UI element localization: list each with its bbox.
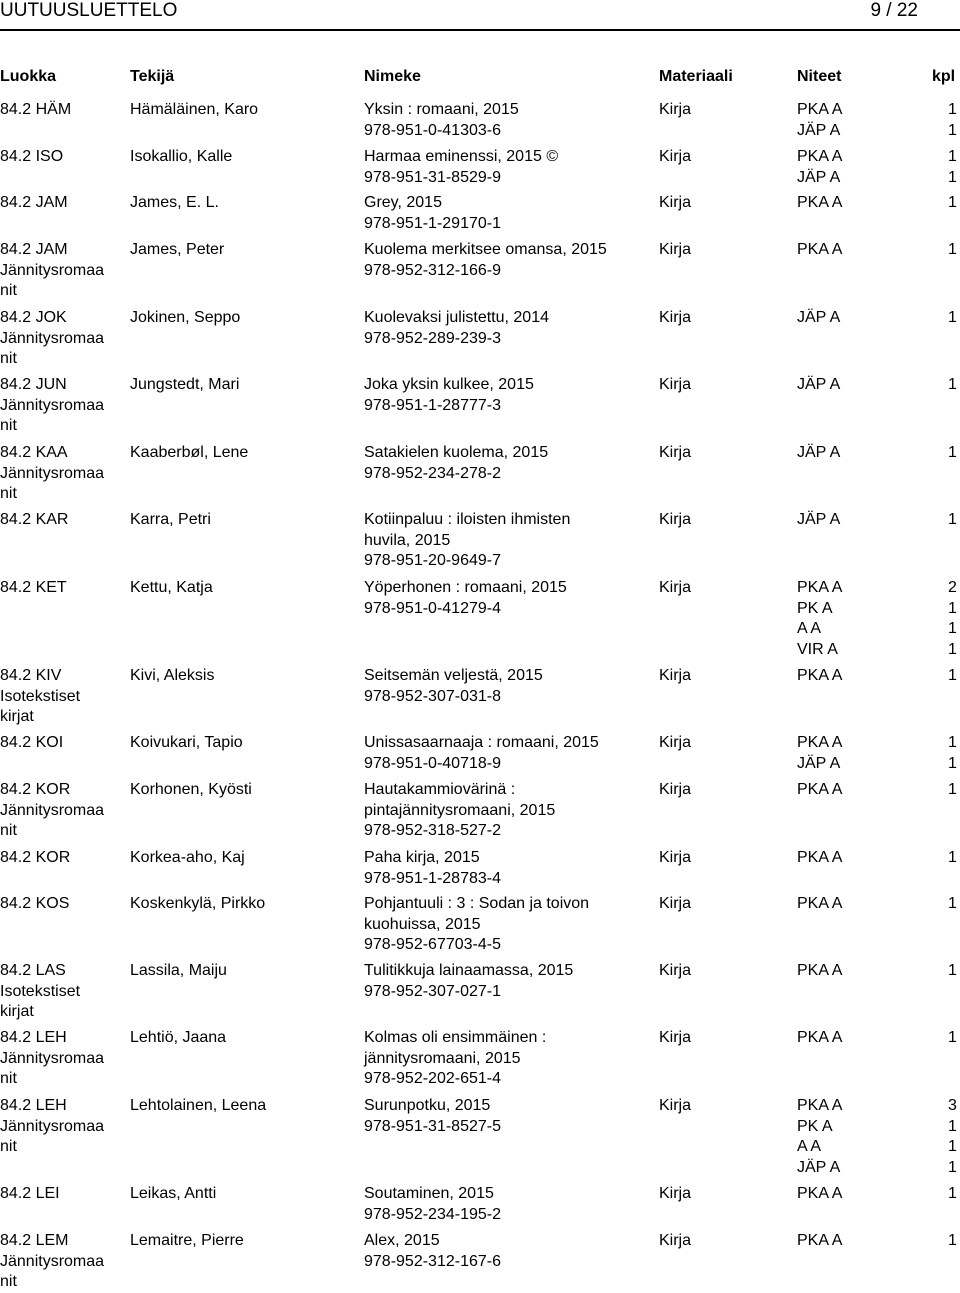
luokka-cell-line: kirjat [0,1003,34,1021]
kpl-cell [948,780,957,801]
nimeke-cell [364,1028,546,1090]
nimeke-cell-line: 978-951-20-9649-7 [364,552,501,570]
tekija-cell-line: Jokinen, Seppo [130,309,241,326]
header-divider [0,29,960,31]
materiaali-cell: Kirja [659,781,692,798]
luokka-cell [0,193,68,214]
tekija-cell-line: Koskenkylä, Pirkko [130,895,266,912]
kpl-cell [948,375,957,396]
kpl-cell-line: 1 [948,194,957,211]
nimeke-cell-line: kuohuissa, 2015 [364,915,481,933]
luokka-cell [0,147,63,168]
niteet-cell-line: PKA A [797,849,843,866]
materiaali-cell: Kirja [659,241,692,258]
tekija-cell-line: Isokallio, Kalle [130,148,233,165]
nimeke-cell [364,1184,501,1225]
nimeke-cell [364,961,573,1002]
tekija-cell-line: Kivi, Aleksis [130,667,215,684]
nimeke-cell [364,1096,501,1137]
luokka-cell [0,240,104,302]
luokka-cell-line: Jännitysromaa [0,801,105,819]
tekija-cell [130,193,219,214]
kpl-cell [948,666,957,687]
kpl-cell-line: 1 [948,241,957,258]
nimeke-cell [364,733,599,774]
tekija-cell-line: Karra, Petri [130,511,211,528]
tekija-cell-line: Lemaitre, Pierre [130,1232,244,1249]
luokka-cell-line: nit [0,1138,17,1156]
kpl-cell-line: 1 [948,376,957,393]
niteet-cell [797,961,842,982]
tekija-cell [130,375,239,396]
kpl-cell [948,733,957,774]
kpl-cell [948,894,957,915]
column-header-materiaali: Materiaali [659,68,733,85]
luokka-cell-line: 84.2 LEM [0,1232,69,1249]
materiaali-cell: Kirja [659,194,692,211]
kpl-cell-line: 1 [948,754,957,772]
tekija-cell [130,780,252,801]
luokka-cell-line: kirjat [0,708,34,726]
luokka-cell-line: Jännitysromaa [0,396,105,414]
tekija-cell [130,848,245,869]
tekija-cell [130,308,240,329]
niteet-cell [797,733,842,774]
luokka-cell-line: Jännitysromaa [0,1049,105,1067]
luokka-cell-line: 84.2 LAS [0,962,66,979]
tekija-cell-line: Hämäläinen, Karo [130,101,259,118]
nimeke-cell [364,894,589,956]
tekija-cell-line: Korhonen, Kyösti [130,781,252,798]
niteet-cell-line: JÄP A [797,1158,841,1176]
niteet-cell-line: JÄP A [797,754,841,772]
niteet-cell [797,578,842,660]
tekija-cell [130,100,258,121]
tekija-cell-line: Lehtolainen, Leena [130,1097,267,1114]
nimeke-cell-line: 978-951-0-40718-9 [364,754,501,772]
nimeke-cell-line: 978-951-0-41303-6 [364,121,501,139]
kpl-cell-line: 1 [948,962,957,979]
kpl-cell [948,510,957,531]
nimeke-cell-line: 978-952-307-031-8 [364,687,501,705]
kpl-cell-line: 1 [948,640,957,658]
materiaali-cell: Kirja [659,148,692,165]
nimeke-cell-line: Satakielen kuolema, 2015 [364,444,549,461]
kpl-cell-line: 2 [948,579,957,596]
column-header-nimeke: Nimeke [364,68,421,85]
tekija-cell-line: James, Peter [130,241,225,258]
tekija-cell [130,1184,216,1205]
luokka-cell-line: 84.2 KAR [0,511,69,528]
nimeke-cell [364,578,567,619]
materiaali-cell: Kirja [659,376,692,393]
nimeke-cell-line: Harmaa eminenssi, 2015 © [364,148,559,165]
nimeke-cell-line: Yksin : romaani, 2015 [364,101,519,118]
kpl-cell [948,100,957,141]
kpl-cell-line: 1 [948,148,957,165]
kpl-cell [948,308,957,329]
column-header-niteet: Niteet [797,68,842,85]
nimeke-cell-line: jännitysromaani, 2015 [364,1049,521,1067]
materiaali-cell: Kirja [659,895,692,912]
nimeke-cell [364,193,501,234]
materiaali-cell: Kirja [659,444,692,461]
nimeke-cell-line: Grey, 2015 [364,194,442,211]
kpl-cell-line: 1 [948,620,957,638]
tekija-cell [130,1096,266,1117]
luokka-cell-line: 84.2 LEI [0,1185,60,1202]
nimeke-cell-line: 978-952-234-195-2 [364,1205,501,1223]
kpl-cell-line: 1 [948,1138,957,1156]
nimeke-cell-line: Joka yksin kulkee, 2015 [364,376,534,393]
luokka-cell-line: Jännitysromaa [0,1117,105,1135]
luokka-cell-line: nit [0,485,17,503]
kpl-cell-line: 1 [948,1117,957,1135]
niteet-cell-line: VIR A [797,640,838,658]
niteet-cell [797,308,840,329]
kpl-cell [948,1028,957,1049]
niteet-cell [797,666,842,687]
tekija-cell [130,894,265,915]
nimeke-cell-line: Alex, 2015 [364,1232,440,1249]
tekija-cell [130,240,224,261]
nimeke-cell-line: Kuolema merkitsee omansa, 2015 [364,241,607,258]
nimeke-cell-line: 978-951-1-28777-3 [364,396,501,414]
luokka-cell-line: 84.2 KAA [0,444,68,461]
niteet-cell-line: PKA A [797,194,843,211]
tekija-cell [130,443,248,464]
kpl-cell-line: 1 [948,849,957,866]
nimeke-cell-line: pintajännitysromaani, 2015 [364,801,556,819]
kpl-cell-line: 3 [948,1097,957,1114]
kpl-cell-line: 1 [948,309,957,326]
luokka-cell-line: nit [0,1070,17,1088]
niteet-cell [797,193,842,214]
nimeke-cell-line: Unissasaarnaaja : romaani, 2015 [364,734,599,751]
tekija-cell-line: Koivukari, Tapio [130,734,243,751]
tekija-cell-line: Kaaberbøl, Lene [130,444,249,461]
luokka-cell [0,308,104,370]
luokka-cell-line: 84.2 KOR [0,781,71,798]
kpl-cell-line: 1 [948,511,957,528]
nimeke-cell-line: Seitsemän veljestä, 2015 [364,667,543,684]
niteet-cell-line: PKA A [797,1232,843,1249]
tekija-cell [130,666,214,687]
tekija-cell-line: Kettu, Katja [130,579,213,596]
page-number: 9 / 22 [870,0,918,21]
luokka-cell [0,894,69,915]
kpl-cell-line: 1 [948,1158,957,1176]
luokka-cell-line: 84.2 LEH [0,1097,67,1114]
kpl-cell [948,1096,957,1178]
luokka-cell-line: 84.2 ISO [0,148,64,165]
tekija-cell [130,733,243,754]
kpl-cell [948,443,957,464]
kpl-cell-line: 1 [948,895,957,912]
nimeke-cell [364,510,570,572]
niteet-cell-line: JÄP A [797,121,841,139]
niteet-cell [797,147,842,188]
materiaali-cell: Kirja [659,849,692,866]
nimeke-cell-line: Hautakammiovärinä : [364,781,516,798]
niteet-cell-line: PKA A [797,781,843,798]
luokka-cell-line: Isotekstiset [0,982,81,1000]
luokka-cell-line: 84.2 JAM [0,241,68,258]
nimeke-cell-line: 978-952-312-166-9 [364,261,501,279]
luokka-cell-line: 84.2 HÄM [0,101,72,118]
nimeke-cell-line: 978-952-307-027-1 [364,982,501,1000]
materiaali-cell: Kirja [659,309,692,326]
tekija-cell-line: Lassila, Maiju [130,962,227,979]
luokka-cell-line: 84.2 KOI [0,734,64,751]
luokka-cell [0,848,70,869]
luokka-cell-line: nit [0,282,17,300]
nimeke-cell-line: 978-951-31-8529-9 [364,168,501,186]
materiaali-cell: Kirja [659,1097,692,1114]
nimeke-cell-line: Kolmas oli ensimmäinen : [364,1029,547,1046]
kpl-cell-line: 1 [948,1029,957,1046]
kpl-cell-line: 1 [948,667,957,684]
niteet-cell-line: PKA A [797,667,843,684]
tekija-cell [130,1231,244,1252]
kpl-cell [948,578,957,660]
nimeke-cell-line: 978-952-202-651-4 [364,1070,501,1088]
tekija-cell-line: Jungstedt, Mari [130,376,240,393]
materiaali-cell: Kirja [659,1185,692,1202]
document-title: UUTUUSLUETTELO [0,0,178,21]
materiaali-cell: Kirja [659,1232,692,1249]
nimeke-cell [364,308,549,349]
luokka-cell [0,733,63,754]
niteet-cell-line: A A [797,620,822,638]
tekija-cell [130,147,232,168]
nimeke-cell-line: 978-952-312-167-6 [364,1252,501,1270]
luokka-cell [0,666,80,728]
tekija-cell-line: Lehtiö, Jaana [130,1029,227,1046]
column-header-kpl: kpl [932,68,956,85]
kpl-cell [948,848,957,869]
nimeke-cell [364,147,558,188]
tekija-cell-line: James, E. L. [130,194,219,211]
luokka-cell-line: 84.2 KIV [0,667,62,684]
luokka-cell-line: Jännitysromaa [0,329,105,347]
nimeke-cell-line: 978-951-31-8527-5 [364,1117,501,1135]
kpl-cell-line: 1 [948,599,957,617]
niteet-cell-line: PKA A [797,1029,843,1046]
nimeke-cell [364,443,548,484]
kpl-cell [948,193,957,214]
nimeke-cell-line: 978-952-318-527-2 [364,822,501,840]
luokka-cell-line: 84.2 KET [0,579,67,596]
niteet-cell [797,1231,842,1252]
luokka-cell [0,1231,104,1293]
niteet-cell [797,1096,842,1178]
niteet-cell-line: PKA A [797,962,843,979]
materiaali-cell: Kirja [659,962,692,979]
niteet-cell-line: PKA A [797,148,843,165]
nimeke-cell [364,780,555,842]
luokka-cell [0,578,67,599]
kpl-cell [948,147,957,188]
nimeke-cell-line: 978-951-0-41279-4 [364,599,501,617]
luokka-cell-line: 84.2 JAM [0,194,68,211]
kpl-cell [948,1184,957,1205]
niteet-cell [797,375,840,396]
nimeke-cell-line: 978-952-234-278-2 [364,464,501,482]
nimeke-cell [364,100,519,141]
nimeke-cell-line: Paha kirja, 2015 [364,849,480,866]
luokka-cell-line: 84.2 JOK [0,309,67,326]
niteet-cell-line: JÄP A [797,444,841,461]
nimeke-cell-line: Soutaminen, 2015 [364,1185,494,1202]
nimeke-cell-line: 978-952-289-239-3 [364,329,501,347]
kpl-cell-line: 1 [948,121,957,139]
niteet-cell-line: PKA A [797,579,843,596]
column-header-tekija: Tekijä [130,68,175,85]
materiaali-cell: Kirja [659,579,692,596]
luokka-cell-line: Isotekstiset [0,687,81,705]
niteet-cell-line: JÄP A [797,511,841,528]
nimeke-cell-line: 978-952-67703-4-5 [364,936,501,954]
niteet-cell [797,848,842,869]
luokka-cell-line: nit [0,417,17,435]
tekija-cell-line: Korkea-aho, Kaj [130,849,245,866]
nimeke-cell [364,848,501,889]
niteet-cell-line: JÄP A [797,168,841,186]
niteet-cell-line: PKA A [797,895,843,912]
niteet-cell-line: PK A [797,599,833,617]
luokka-cell-line: nit [0,350,17,368]
niteet-cell-line: PKA A [797,734,843,751]
luokka-cell [0,510,68,531]
niteet-cell [797,1184,842,1205]
niteet-cell-line: PK A [797,1117,833,1135]
kpl-cell-line: 1 [948,101,957,118]
nimeke-cell-line: huvila, 2015 [364,531,451,549]
niteet-cell [797,100,842,141]
niteet-cell-line: JÄP A [797,309,841,326]
luokka-cell [0,780,104,842]
nimeke-cell-line: Yöperhonen : romaani, 2015 [364,579,567,596]
materiaali-cell: Kirja [659,101,692,118]
tekija-cell [130,510,211,531]
nimeke-cell [364,1231,501,1272]
materiaali-cell: Kirja [659,734,692,751]
nimeke-cell-line: Kuolevaksi julistettu, 2014 [364,309,549,326]
luokka-cell-line: Jännitysromaa [0,1252,105,1270]
tekija-cell [130,961,227,982]
materiaali-cell: Kirja [659,667,692,684]
kpl-cell-line: 1 [948,1185,957,1202]
luokka-cell-line: 84.2 LEH [0,1029,67,1046]
niteet-cell-line: PKA A [797,1097,843,1114]
niteet-cell [797,240,842,261]
materiaali-cell: Kirja [659,1029,692,1046]
nimeke-cell-line: Pohjantuuli : 3 : Sodan ja toivon [364,895,590,912]
nimeke-cell-line: 978-951-1-28783-4 [364,869,501,887]
luokka-cell-line: 84.2 KOR [0,849,71,866]
tekija-cell-line: Leikas, Antti [130,1185,217,1202]
luokka-cell-line: Jännitysromaa [0,464,105,482]
kpl-cell-line: 1 [948,168,957,186]
niteet-cell [797,1028,842,1049]
nimeke-cell-line: Kotiinpaluu : iloisten ihmisten [364,511,571,528]
nimeke-cell-line: 978-951-1-29170-1 [364,214,501,232]
nimeke-cell-line: Surunpotku, 2015 [364,1097,491,1114]
luokka-cell [0,443,104,505]
niteet-cell-line: PKA A [797,101,843,118]
nimeke-cell [364,375,534,416]
tekija-cell [130,578,213,599]
luokka-cell [0,1184,60,1205]
nimeke-cell-line: Tulitikkuja lainaamassa, 2015 [364,962,574,979]
niteet-cell-line: PKA A [797,1185,843,1202]
niteet-cell-line: JÄP A [797,376,841,393]
kpl-cell [948,961,957,982]
luokka-cell-line: 84.2 JUN [0,376,67,393]
luokka-cell [0,100,71,121]
kpl-cell [948,240,957,261]
niteet-cell [797,510,840,531]
niteet-cell [797,780,842,801]
kpl-cell-line: 1 [948,1232,957,1249]
niteet-cell-line: PKA A [797,241,843,258]
kpl-cell [948,1231,957,1252]
materiaali-cell: Kirja [659,511,692,528]
nimeke-cell [364,240,607,281]
tekija-cell [130,1028,226,1049]
luokka-cell [0,1028,104,1090]
niteet-cell [797,443,840,464]
luokka-cell [0,1096,104,1158]
kpl-cell-line: 1 [948,734,957,751]
niteet-cell-line: A A [797,1138,822,1156]
column-header-luokka: Luokka [0,68,57,85]
luokka-cell-line: nit [0,822,17,840]
niteet-cell [797,894,842,915]
kpl-cell-line: 1 [948,444,957,461]
luokka-cell-line: Jännitysromaa [0,261,105,279]
nimeke-cell [364,666,543,707]
luokka-cell-line: 84.2 KOS [0,895,70,912]
luokka-cell-line: nit [0,1273,17,1291]
luokka-cell [0,375,104,437]
kpl-cell-line: 1 [948,781,957,798]
luokka-cell [0,961,80,1023]
